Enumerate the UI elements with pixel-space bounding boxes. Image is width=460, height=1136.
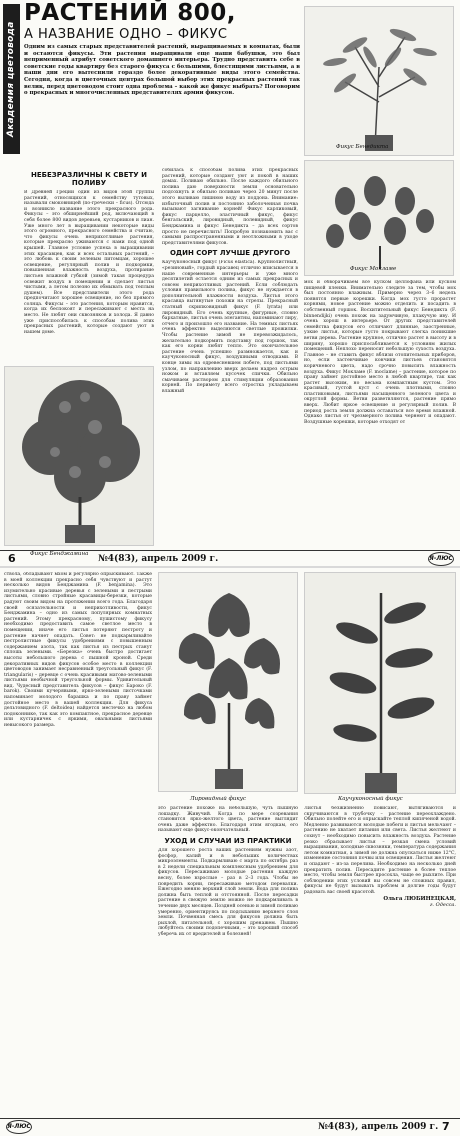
section-heading: НЕБЕЗРАЗЛИЧНЫ К СВЕТУ И ПОЛИВУ [30, 171, 147, 187]
photo-ficus-moclame [304, 160, 454, 276]
column-1 [24, 168, 154, 363]
article-subtitle: А НАЗВАНИЕ ОДНО – ФИКУС [24, 27, 228, 42]
body-text: ствола, обладывают мхом и регулярно опрыскивают. Также в моей коллекции прекрасно себя чувствуют и растут несколько видов Бенджамина (F. benjamina). Это изумительно красивые деревья с зелеными и пестрыми листьями, словно стройные красавицы-березки, которые радуют своим видом на протяжении всего года. Благодаря своей осязательности и неприхотливости, фикус Бенджамина – одно из самых популярных комнатных растений. Этому прекрасному, пушистому фикусу необходимо предоставить самое светлое место в помещении, иначе его листья потеряют пестроту и растение начнет опадать. Совет: не подкармливайте пестролистные фикусы удобрениями с повышенным содержанием азота, так как листья из пестрых станут сплошь зелеными. «Березка» очень быстро достигает высоты небольшого дерева с пышной кроной. Среди декоративных видов фикусов особое место в коллекции цветоводов занимает несравненный треугольный фикус (F. triangularis) – деревце с очень красивыми матово-зелеными листьями необычной треугольной формы. Удивительный вид. Чудесный представитель фикусов – фикус Бароко (F. barok). Своими кучерявыми, ярко-зелеными листочками напоминает молодого барашка и по праву займет достойное место в вашей коллекции. Для фикуса дельтовидного (F. deltoidea) найдется местечко на любом подоконнике, так как это компактное, прекрасное деревце или кустарничек с яркими, овальными листьями невысокого размера. [4, 572, 152, 729]
column-1 [4, 572, 152, 1108]
magazine-logo: Я-ЛЮС [6, 1120, 32, 1134]
magazine-page-7 [0, 568, 460, 1136]
issue-info: №4(83), апрель 2009 г. [318, 1122, 439, 1132]
author-city: г. Одесса. [429, 901, 456, 908]
section-heading: ОДИН СОРТ ЛУЧШЕ ДРУГОГО [169, 249, 291, 258]
photo-lyrata [158, 572, 298, 792]
plant-illustration [159, 573, 298, 792]
body-text: мох и обворачиваем всё куском целлофана или куском пищевой пленки. Внимательно следите за тем, чтобы мох был постоянно влажным. Примерно через 3–6 недель появятся первые корешки. Когда мох густо прорастет корнями, новое растение можно отделить и посадить в собственный горшок. Восхитительный фикус Бенедикта (F. binnendijki) очень похож на задумчивую, плакучую иву. И очень хорош в интерьере. От других представителей семейства фикусов его отличают длинные, заостренные, узкие листья, которые густо покрывают слегка поникшие ветви дерева. Растение крупное, отлично растет в высоту и в ширину, хорошо приспосабливается к условиям жилых помещений. Неплохо переносит небольшую сухость воздуха. Главное – не ставить фикус вблизи отопительных приборов, но, если застенчивые кончики листьев становятся коричневого цвета, надо срочно повысить влажность воздуха. Фикус Мокламе (F. moclame) – растение, которое по праву займет достойное место в любой квартире, так как растет высоким, но весьма компактным кустом. Это красивый, густой куст с очень плотными, словно пластиковыми, листьями насыщенного зеленого цвета и округлой формы. Ветви разветвляются, растение прямо вверх. Любит яркое освещение и регулярный полив. В период роста земля должна оставаться все время влажной. Однако листья от чрезмерного полива чернеют и опадают. Воздушные корешки, которые отходят от [304, 280, 456, 425]
column-3 [304, 806, 456, 1106]
page-number: 7 [442, 1120, 450, 1133]
body-text: Каучуконосный фикус (Ficus elastica). Крупнолистный, «резиновый», гордый красавец отлично вписывается в наше современные интерьеры и уже много десятилетий остается одним из самых прекрасных и совсем неприхотливых растений. Если соблюдать условия правильного полива, фикус не нуждается в дополнительной влажности воздуха. Листья этого красавца вытянутые похожи на стрелы. Прекрасный статный скрипковидный фикус (F. lyrata) или лировидный. Его очень крупные, фигурные, словно бархатные, листья очень элегантны, напоминают лиру, отчего и произошло его название. На темных листьях очень эффектно выделяются светлые прожилки. Чтобы растение зимой не перевозжидалось, желательно подкормить подставку под горшок, так как его корни любят тепло. Это окончательное растение очень успешно размножается, как и каучуконосный фикус, воздушными отводками. В конце зимы на одревесневшем побеге, под листьями узлом, по направлению вверх делаем надрез острым ножом и вставляем кусочек спички. Обильно смачиваем раствором для стимуляции образования корней. По перимету всего отростка укладываем влажный [162, 260, 298, 394]
body-text: Листья безжизненно повисают, вытягиваются и скручиваются в трубочку – растение переохлаждено. Обильно полейте его и опрыскайте теплой кипяченой водой. Медленно развиваются молодые побеги и листья мельчают – растению не хватает питания или света. Листья желтеют и сохнут – необходимо повысить влажность воздуха. Растение резко сбрасывает листья – резкая смена условий выращивания, холодные сквозняки, температура содержания летом комнатная, а зимой не должна опускаться ниже 12°С, изменение состояния почвы или освещения. Листья желтеют и опадают – из-за перелива. Необходимо на несколько дней прекратить полив. Пересадите растение в более теплое место, чтобы земля быстрее просохла, чаще ее рыхлите. При соблюдении этих условий вы совсем не сложных правил, фикусы не будут вызывать проблем и долгие годы будут радовать вас своей красотой. [304, 806, 456, 895]
body-text: собилась к способам полива этих прекрасных растений, которые создают уют и покой в наших домах. Поливаю обильно. После каждого обильного полива даю поверхности земли основательно подсохнуть и обильно поливаю через 20 минут после этого выливаю лишнюю воду из поддона. Внимание: избыточный полив и постоянно заболоченная почва вызывают загнивание корней! Фикус карликовый, фикус парцелло, эластичный фикус, фикус бенгальский, лировидный, полевидный, фикус Бенджамина и фикус Бенедикта – да всех сортов просто не перечислить! Попробую познакомить вас с самыми распространенными и неотложными в уходе представителями фикусов. [162, 168, 298, 246]
magazine-logo: Я-ЛЮС [428, 552, 454, 566]
plant-illustration [305, 161, 454, 276]
issue-info: №4(83), апрель 2009 г. [98, 554, 219, 564]
photo-caption: Лировидный фикус [190, 796, 246, 802]
plant-illustration [305, 7, 454, 156]
photo-elastica [304, 572, 456, 794]
plant-illustration [305, 573, 456, 794]
section-heading: УХОД И СЛУЧАИ ИЗ ПРАКТИКИ [164, 836, 292, 845]
column-3 [304, 280, 456, 550]
column-2 [158, 806, 298, 1106]
photo-caption: Каучуконосный фикус [338, 796, 403, 802]
photo-ficus-benedicta [304, 6, 454, 156]
photo-caption: Фикус Бенедикта [336, 144, 389, 150]
magazine-page-6 [0, 0, 460, 566]
photo-caption: Фикус Бенджамина [30, 551, 89, 557]
rubric-label: Академия цветовода [3, 4, 20, 154]
body-text: это растение похоже на небольшую, чуть пышную лошадку. Живучий. Когда по мере созревания становится ярко-желтого цвета, растение выглядит очень даже эффектно. Благодаря этим ягодкам, его называют еще фикус-окончательный. [158, 806, 298, 834]
body-text: В Древней Греции один из видов этой группы растений, относящихся к семейству тутовых, называли смоковницей (по-гречески – ficus). Отсюда и возникло название этого прекрасного рода. Фикусы – это обширнейший род, включающий в себя более 800 видов деревьев, кустарников и лиан. Уже много лет в выращивании некоторые виды этого огромного, прекрасного семейства и считаю, что фикусы очень неприхотливые растения, которые прекрасно уживаются с нами под одной крышей. Главное условие успеха в выращивании этих красавцев, как и всех остальных растений, – это любовь к своим зеленым питомцам, хорошее освещение, регулярный полив и подкормки, повышенная влажность воздуха, протирание листьев влажной губкой (зимой такая процедура освежит воздух в помещении и сделает листья чистыми, а летом полезно их обмывать под теплым душем). Все представители этого рода предпочитают хорошее освещение, но без прямого солнца. Фикусы – это растения, которым нравится, когда их беспокоят и пересаживают с места на место. Не любят они сквозняков и холода. Я давно уже приспособилась к способам полива этих прекрасных растений, которые создают уют в нашем доме. [24, 190, 154, 335]
photo-caption: Фикус Мокламе [350, 266, 397, 272]
column-2 [162, 168, 298, 548]
photo-ficus-benjamina [4, 366, 154, 546]
author-name: Ольга ЛЮБИНЕЦКАЯ, [383, 895, 456, 902]
article-lead: Одним из самых старых представителей растений, выращиваемых в комнатах, были и остаются фикусы. Эти растения выращивали еще наши бабушки, это был неприменный атрибут советского домашнего интерьера. Трудно представить себе в советские годы квартиру без старого фикуса с большими, блестящими листьями, а в наши дни его вытеснили гораздо более декоративные виды этого семейства. Сегодня, когда в цветочных центрах большой выбор этих прекрасных растений так велик, перед цветоводом стоит одна проблема – какой же фикус выбрать? Поговорим о прекрасных и многочисленных представителях армии фикусов. [24, 44, 300, 97]
body-text: Для хорошего роста ваших растениям нужны азот, фосфор, калий и в небольших количествах микроэлементы. Подкармливаю с марта по октябрь раз в 2 недели специальным комплексным удобрением для фикусов. Пересаживаю молодые растения каждую весну, более взрослые – раз в 2–3 года. Чтобы не повредить корни, пересаживаю методом перевалки. Ежегодно меняю верхний слой земли. Вода для полива должна быть теплой и отстоянной. После пересадки растение в свежую землю можно не подкармливать в течение двух месяцев. Поздней осенью и зимой поливаю умеренно, ориентируясь по подсыханию верхнего слоя земли. Почвенная смесь для фикусов должна быть рыхлой, питательной, с хорошим дренажем. Пышно любуйтесь своими подопечными, – это хороший способ уберечь их от вредителей и болезней! [158, 847, 298, 937]
plant-illustration [5, 367, 154, 546]
page-footer [0, 1118, 460, 1134]
page-number: 6 [8, 552, 16, 565]
page-footer [0, 550, 460, 566]
article-title: РАСТЕНИЙ 800, [24, 0, 236, 26]
